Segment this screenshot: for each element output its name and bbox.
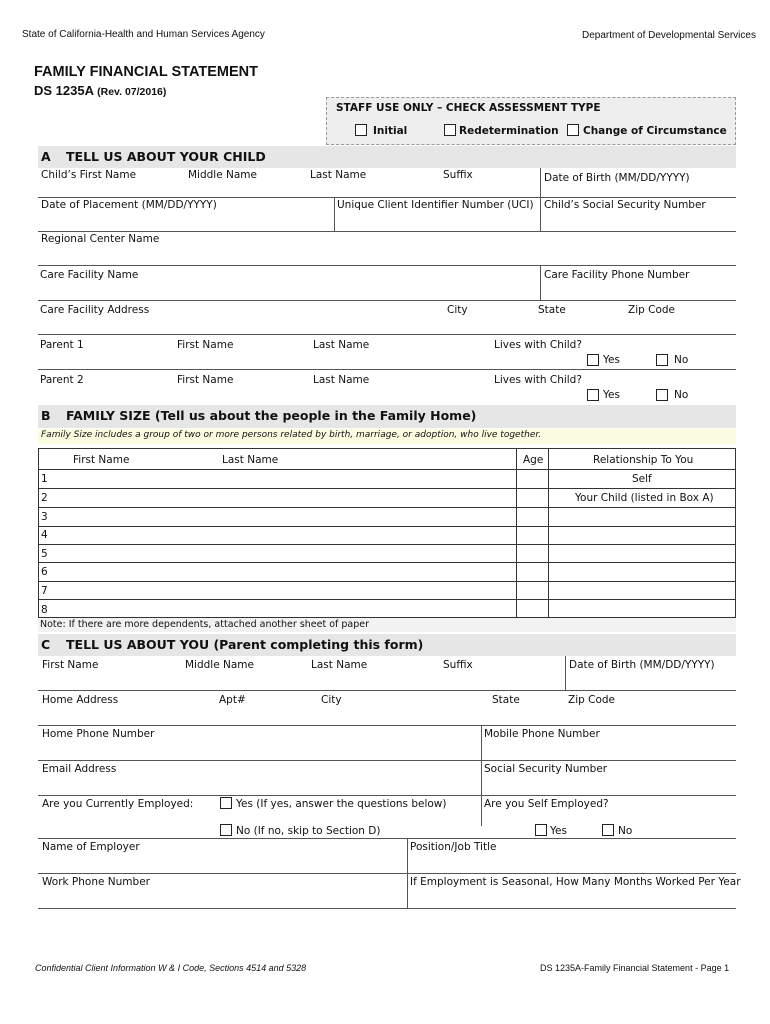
care-facility-name-label: Care Facility Name <box>40 269 139 281</box>
mobile-phone-label: Mobile Phone Number <box>484 728 600 740</box>
family-row-7-num: 7 <box>41 585 48 597</box>
family-col-age: Age <box>523 454 544 466</box>
section-b-letter: B <box>41 408 51 423</box>
parent2-label: Parent 2 <box>40 374 84 386</box>
form-code-line <box>34 83 166 98</box>
family-row-5-num: 5 <box>41 548 48 560</box>
parent1-no-label: No <box>674 354 689 366</box>
parent-last-name-label: Last Name <box>311 659 368 671</box>
change-of-circumstance-checkbox[interactable] <box>567 124 579 136</box>
section-c-letter: C <box>41 637 51 652</box>
family-col-last-name: Last Name <box>222 454 279 466</box>
section-b-header <box>38 405 736 428</box>
family-col-relationship: Relationship To You <box>593 454 694 466</box>
family-row-4-num: 4 <box>41 529 48 541</box>
section-b-title: FAMILY SIZE (Tell us about the people in the Family Home) <box>66 408 477 423</box>
child-first-name-label: Child’s First Name <box>41 169 137 181</box>
parent-dob-label: Date of Birth (MM/DD/YYYY) <box>569 659 715 671</box>
family-size-description: Family Size includes a group of two or more persons related by birth, marriage, or adoption, who live together. <box>41 430 542 440</box>
parent2-yes-checkbox[interactable] <box>587 389 599 401</box>
care-facility-phone-label: Care Facility Phone Number <box>544 269 690 281</box>
family-size-description-bg <box>38 429 736 444</box>
staff-box-title: STAFF USE ONLY – CHECK ASSESSMENT TYPE <box>336 102 601 114</box>
family-row-1-num: 1 <box>41 473 48 485</box>
ssn-label: Social Security Number <box>484 763 608 775</box>
home-phone-label: Home Phone Number <box>42 728 155 740</box>
initial-label: Initial <box>373 125 408 137</box>
seasonal-label: If Employment is Seasonal, How Many Months Worked Per Year <box>410 876 741 888</box>
footer-confidential: Confidential Client Information W & I Code, Sections 4514 and 5328 <box>35 963 307 973</box>
redetermination-label: Redetermination <box>459 125 559 137</box>
parent2-no-checkbox[interactable] <box>656 389 668 401</box>
parent2-first-name-label: First Name <box>177 374 234 386</box>
parent-suffix-label: Suffix <box>443 659 473 671</box>
family-row-6-num: 6 <box>41 566 48 578</box>
self-employed-yes-label: Yes <box>550 825 567 837</box>
care-facility-state-label: State <box>538 304 566 316</box>
parent1-no-checkbox[interactable] <box>656 354 668 366</box>
self-employed-no-label: No <box>618 825 633 837</box>
employer-label: Name of Employer <box>42 841 140 853</box>
parent1-first-name-label: First Name <box>177 339 234 351</box>
family-col-first-name: First Name <box>73 454 130 466</box>
parent1-lives-with-label: Lives with Child? <box>494 339 582 351</box>
employed-yes-checkbox[interactable] <box>220 797 232 809</box>
work-phone-label: Work Phone Number <box>42 876 150 888</box>
parent-middle-name-label: Middle Name <box>185 659 254 671</box>
employed-no-label: No (If no, skip to Section D) <box>236 825 381 837</box>
parent1-last-name-label: Last Name <box>313 339 370 351</box>
uci-label: Unique Client Identifier Number (UCI) <box>337 199 534 211</box>
email-label: Email Address <box>42 763 117 775</box>
parent2-yes-label: Yes <box>603 389 620 401</box>
parent1-yes-checkbox[interactable] <box>587 354 599 366</box>
family-note-band <box>38 618 736 632</box>
care-facility-address-label: Care Facility Address <box>40 304 150 316</box>
section-c-header <box>38 634 736 656</box>
child-suffix-label: Suffix <box>443 169 473 181</box>
section-c-title: TELL US ABOUT YOU (Parent completing this form) <box>66 637 424 652</box>
staff-use-box <box>326 97 736 145</box>
child-middle-name-label: Middle Name <box>188 169 257 181</box>
family-row-3-num: 3 <box>41 511 48 523</box>
redetermination-checkbox[interactable] <box>444 124 456 136</box>
home-state-label: State <box>492 694 520 706</box>
agency-name: State of California-Health and Human Services Agency <box>22 29 265 40</box>
apt-label: Apt# <box>219 694 246 706</box>
section-a-header <box>38 146 736 168</box>
form-title: FAMILY FINANCIAL STATEMENT <box>34 64 258 80</box>
self-employed-question: Are you Self Employed? <box>484 798 609 810</box>
parent-first-name-label: First Name <box>42 659 99 671</box>
employed-yes-label: Yes (If yes, answer the questions below) <box>236 798 447 810</box>
family-row-2-relationship: Your Child (listed in Box A) <box>575 492 714 504</box>
family-note: Note: If there are more dependents, attached another sheet of paper <box>40 619 370 630</box>
footer-page: DS 1235A-Family Financial Statement - Page 1 <box>540 963 730 973</box>
regional-center-label: Regional Center Name <box>41 233 160 245</box>
parent2-no-label: No <box>674 389 689 401</box>
care-facility-zip-label: Zip Code <box>628 304 675 316</box>
department-name: Department of Developmental Services <box>582 30 756 41</box>
child-last-name-label: Last Name <box>310 169 367 181</box>
family-row-2-num: 2 <box>41 492 48 504</box>
date-of-placement-label: Date of Placement (MM/DD/YYYY) <box>41 199 217 211</box>
self-employed-no-checkbox[interactable] <box>602 824 614 836</box>
child-ssn-label: Child’s Social Security Number <box>544 199 706 211</box>
child-dob-label: Date of Birth (MM/DD/YYYY) <box>544 172 690 184</box>
form-code: DS 1235A <box>34 83 94 98</box>
initial-checkbox[interactable] <box>355 124 367 136</box>
home-zip-label: Zip Code <box>568 694 615 706</box>
position-label: Position/Job Title <box>410 841 497 853</box>
parent1-label: Parent 1 <box>40 339 84 351</box>
home-city-label: City <box>321 694 342 706</box>
parent2-lives-with-label: Lives with Child? <box>494 374 582 386</box>
family-row-8-num: 8 <box>41 604 48 616</box>
care-facility-city-label: City <box>447 304 468 316</box>
family-row-1-relationship: Self <box>632 473 652 485</box>
section-a-letter: A <box>41 149 51 164</box>
home-address-label: Home Address <box>42 694 119 706</box>
form-revision: (Rev. 07/2016) <box>97 86 167 98</box>
parent1-yes-label: Yes <box>603 354 620 366</box>
parent2-last-name-label: Last Name <box>313 374 370 386</box>
change-of-circumstance-label: Change of Circumstance <box>583 125 727 137</box>
employed-no-checkbox[interactable] <box>220 824 232 836</box>
employed-question: Are you Currently Employed: <box>42 798 194 810</box>
self-employed-yes-checkbox[interactable] <box>535 824 547 836</box>
section-a-title: TELL US ABOUT YOUR CHILD <box>66 149 266 164</box>
